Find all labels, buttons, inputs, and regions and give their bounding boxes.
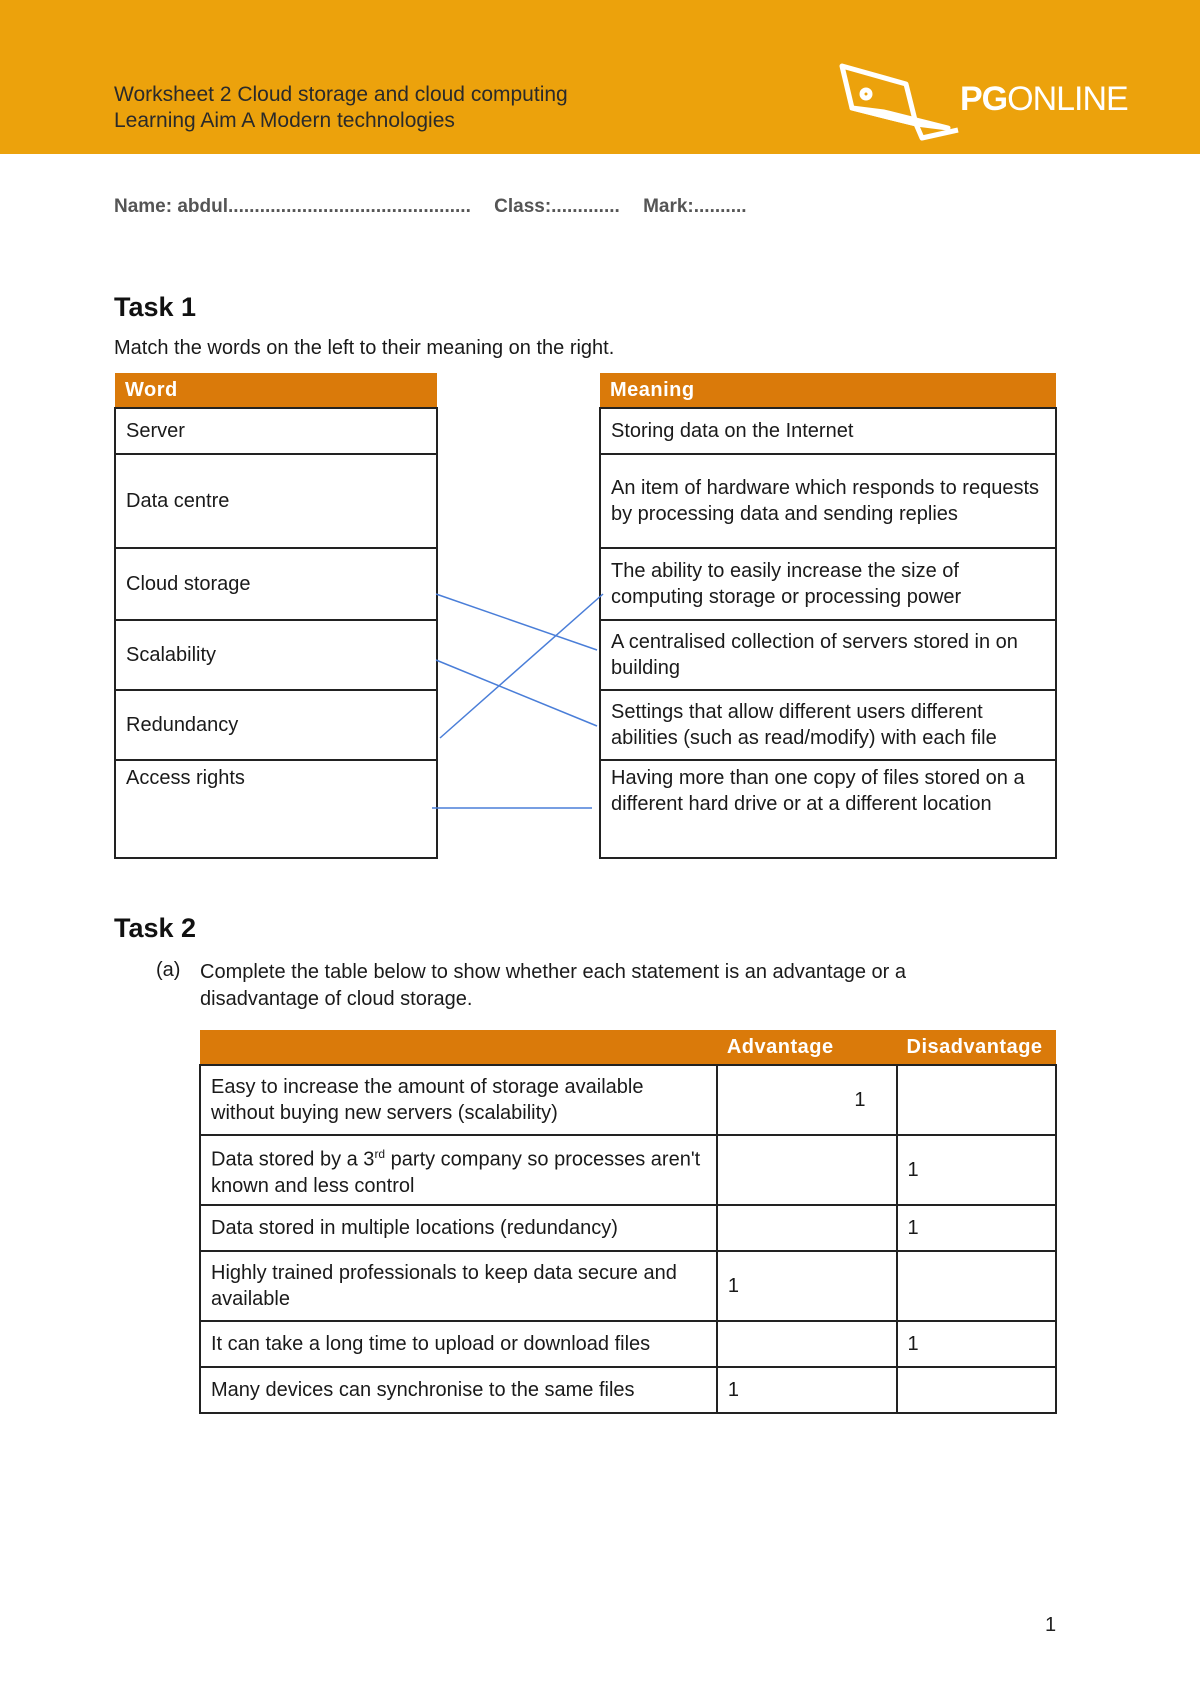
match-line-redundancy — [440, 594, 603, 738]
task2-heading: Task 2 — [114, 913, 197, 943]
meaning-cell: A centralised collection of servers stored in on building — [600, 620, 1056, 690]
disadvantage-cell[interactable] — [897, 1367, 1057, 1413]
word-table — [114, 373, 438, 859]
match-line-scalability — [436, 660, 597, 726]
table-row — [200, 1321, 1056, 1367]
disadvantage-cell[interactable] — [897, 1065, 1057, 1135]
meaning-cell: The ability to easily increase the size of computing storage or processing power — [600, 548, 1056, 620]
statement-cell: It can take a long time to upload or download files — [200, 1321, 717, 1367]
task2-instruction: Complete the table below to show whether each statement is an advantage or a disadvantage of cloud storage. — [200, 961, 906, 1010]
class-field[interactable]: Class:............. — [494, 196, 620, 217]
advantage-cell[interactable]: 1 — [717, 1251, 897, 1321]
task1-heading: Task 1 — [114, 292, 197, 322]
meaning-cell: An item of hardware which responds to requests by processing data and sending replies — [600, 454, 1056, 548]
disadvantage-cell[interactable]: 1 — [897, 1321, 1057, 1367]
table-row — [200, 1135, 1056, 1205]
word-cell: Data centre — [115, 454, 437, 548]
meaning-cell: Settings that allow different users different abilities (such as read/modify) with each file — [600, 690, 1056, 760]
meaning-cell: Storing data on the Internet — [600, 408, 1056, 454]
task2-part-label: (a) — [156, 959, 181, 981]
mark-field[interactable]: Mark:.......... — [643, 196, 747, 217]
title-line-2: Learning Aim A Modern technologies — [114, 109, 455, 132]
task1-instruction: Match the words on the left to their meaning on the right. — [114, 337, 615, 359]
statement-cell: Easy to increase the amount of storage available without buying new servers (scalability) — [200, 1065, 717, 1135]
statement-cell: Data stored in multiple locations (redundancy) — [200, 1205, 717, 1251]
meaning-cell: Having more than one copy of files stored on a different hard drive or at a different location — [600, 760, 1056, 858]
logo-wordmark: PGONLINE — [960, 80, 1128, 118]
advantage-cell[interactable]: 1 — [717, 1065, 897, 1135]
meaning-table — [599, 373, 1057, 859]
advantage-cell[interactable] — [717, 1321, 897, 1367]
word-header: Word — [115, 373, 437, 408]
table-row — [200, 1205, 1056, 1251]
word-cell: Scalability — [115, 620, 437, 690]
statement-cell: Data stored by a 3rd party company so processes aren't known and less control — [200, 1135, 717, 1205]
advantage-table — [199, 1030, 1057, 1414]
table-row — [200, 1065, 1056, 1135]
meaning-header: Meaning — [600, 373, 1056, 408]
match-line-cloud-storage — [436, 594, 597, 650]
advantage-cell[interactable] — [717, 1205, 897, 1251]
advantage-cell[interactable] — [717, 1135, 897, 1205]
table-row — [200, 1251, 1056, 1321]
table-row — [200, 1367, 1056, 1413]
name-field[interactable]: Name: abdul.............................................. — [114, 196, 471, 217]
disadvantage-header: Disadvantage — [897, 1030, 1057, 1065]
disadvantage-cell[interactable]: 1 — [897, 1135, 1057, 1205]
word-cell: Redundancy — [115, 690, 437, 760]
word-cell: Access rights — [115, 760, 437, 858]
disadvantage-cell[interactable]: 1 — [897, 1205, 1057, 1251]
advantage-header: Advantage — [717, 1030, 897, 1065]
statement-header — [200, 1030, 717, 1065]
student-details — [114, 196, 751, 218]
word-cell: Server — [115, 408, 437, 454]
worksheet-title — [114, 82, 568, 134]
title-line-1: Worksheet 2 Cloud storage and cloud computing — [114, 83, 568, 106]
statement-cell: Many devices can synchronise to the same files — [200, 1367, 717, 1413]
page-number: 1 — [1045, 1614, 1057, 1636]
disadvantage-cell[interactable] — [897, 1251, 1057, 1321]
advantage-cell[interactable]: 1 — [717, 1367, 897, 1413]
word-cell: Cloud storage — [115, 548, 437, 620]
statement-cell: Highly trained professionals to keep data secure and available — [200, 1251, 717, 1321]
